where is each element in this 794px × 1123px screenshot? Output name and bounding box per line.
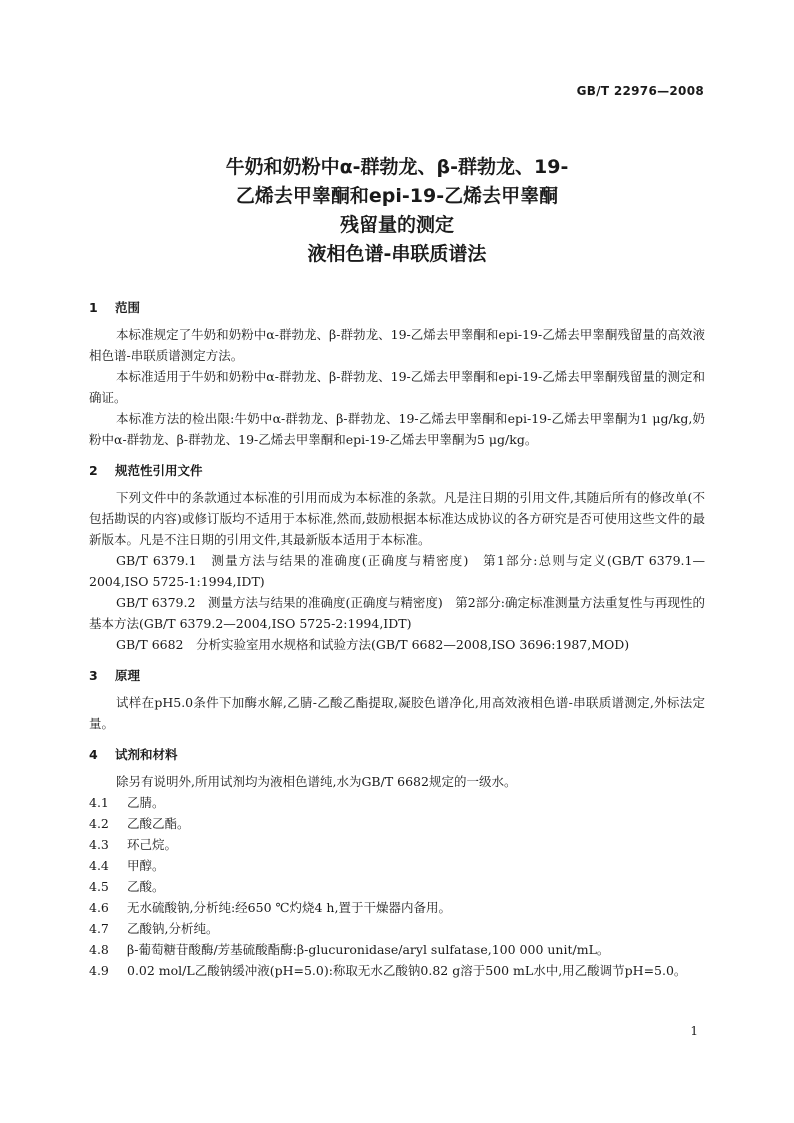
title-line-4: 液相色谱-串联质谱法	[307, 243, 487, 265]
standard-number: GB/T 22976—2008	[576, 84, 704, 98]
section-number: 4	[89, 747, 98, 762]
section-heading-reagents	[89, 744, 705, 765]
item-number: 4.4	[89, 858, 109, 873]
item-text: 无水硫酸钠,分析纯:经650 ℃灼烧4 h,置于干燥器内备用。	[127, 900, 451, 915]
reference-entry: GB/T 6379.2 测量方法与结果的准确度(正确度与精密度) 第2部分:确定标准测量方法重复性与再现性的基本方法(GB/T 6379.2—2004,ISO 5725-2:1994,IDT)	[89, 595, 705, 631]
document-title	[0, 153, 794, 269]
list-item	[89, 918, 705, 939]
page-number: 1	[690, 1024, 698, 1038]
section-number: 2	[89, 463, 98, 478]
list-item	[89, 960, 705, 981]
item-number: 4.3	[89, 837, 109, 852]
item-text: 乙酸。	[127, 879, 165, 894]
item-number: 4.1	[89, 795, 109, 810]
paragraph: 本标准方法的检出限:牛奶中α-群勃龙、β-群勃龙、19-乙烯去甲睾酮和epi-19-乙烯去甲睾酮为1 μg/kg,奶粉中α-群勃龙、β-群勃龙、19-乙烯去甲睾酮和epi-19-乙烯去甲睾酮为5 μg/kg。	[89, 411, 705, 447]
list-item	[89, 792, 705, 813]
item-text: 环己烷。	[127, 837, 178, 852]
section-title: 试剂和材料	[115, 747, 178, 762]
item-number: 4.6	[89, 900, 109, 915]
list-item	[89, 855, 705, 876]
paragraph: 试样在pH5.0条件下加酶水解,乙腈-乙酸乙酯提取,凝胶色谱净化,用高效液相色谱-串联质谱测定,外标法定量。	[89, 695, 705, 731]
list-item	[89, 876, 705, 897]
reference-entry: GB/T 6682 分析实验室用水规格和试验方法(GB/T 6682—2008,ISO 3696:1987,MOD)	[116, 637, 630, 652]
item-text: β-葡萄糖苷酸酶/芳基硫酸酯酶:β-glucuronidase/aryl sulfatase,100 000 unit/mL。	[127, 942, 610, 957]
item-text: 乙酸钠,分析纯。	[127, 921, 219, 936]
item-text: 乙酸乙酯。	[127, 816, 190, 831]
list-item	[89, 813, 705, 834]
list-item	[89, 834, 705, 855]
item-number: 4.7	[89, 921, 109, 936]
paragraph: 本标准规定了牛奶和奶粉中α-群勃龙、β-群勃龙、19-乙烯去甲睾酮和epi-19-乙烯去甲睾酮残留量的高效液相色谱-串联质谱测定方法。	[89, 327, 705, 363]
title-line-2: 乙烯去甲睾酮和epi-19-乙烯去甲睾酮	[235, 185, 559, 207]
section-heading-normative-references	[89, 460, 705, 481]
section-title: 原理	[115, 668, 141, 683]
item-number: 4.9	[89, 963, 109, 978]
item-number: 4.5	[89, 879, 109, 894]
list-item	[89, 897, 705, 918]
paragraph: 下列文件中的条款通过本标准的引用而成为本标准的条款。凡是注日期的引用文件,其随后所有的修改单(不包括勘误的内容)或修订版均不适用于本标准,然而,鼓励根据本标准达成协议的各方研究是否可使用这些文件的最新版本。凡是不注日期的引用文件,其最新版本适用于本标准。	[89, 490, 705, 547]
section-heading-scope	[89, 297, 705, 318]
paragraph: 本标准适用于牛奶和奶粉中α-群勃龙、β-群勃龙、19-乙烯去甲睾酮和epi-19-乙烯去甲睾酮残留量的测定和确证。	[89, 369, 705, 405]
section-number: 3	[89, 668, 98, 683]
title-line-1: 牛奶和奶粉中α-群勃龙、β-群勃龙、19-	[225, 156, 569, 178]
reference-entry: GB/T 6379.1 测量方法与结果的准确度(正确度与精密度) 第1部分:总则与定义(GB/T 6379.1—2004,ISO 5725-1:1994,IDT)	[89, 553, 705, 589]
list-item	[89, 939, 705, 960]
section-number: 1	[89, 300, 98, 315]
item-number: 4.8	[89, 942, 109, 957]
title-line-3: 残留量的测定	[339, 214, 454, 236]
item-text: 乙腈。	[127, 795, 165, 810]
paragraph: 除另有说明外,所用试剂均为液相色谱纯,水为GB/T 6682规定的一级水。	[116, 774, 517, 789]
document-body	[89, 297, 705, 981]
item-text: 甲醇。	[127, 858, 165, 873]
section-title: 范围	[115, 300, 141, 315]
section-title: 规范性引用文件	[115, 463, 203, 478]
item-number: 4.2	[89, 816, 109, 831]
item-text: 0.02 mol/L乙酸钠缓冲液(pH=5.0):称取无水乙酸钠0.82 g溶于500 mL水中,用乙酸调节pH=5.0。	[127, 963, 687, 978]
section-heading-principle	[89, 665, 705, 686]
